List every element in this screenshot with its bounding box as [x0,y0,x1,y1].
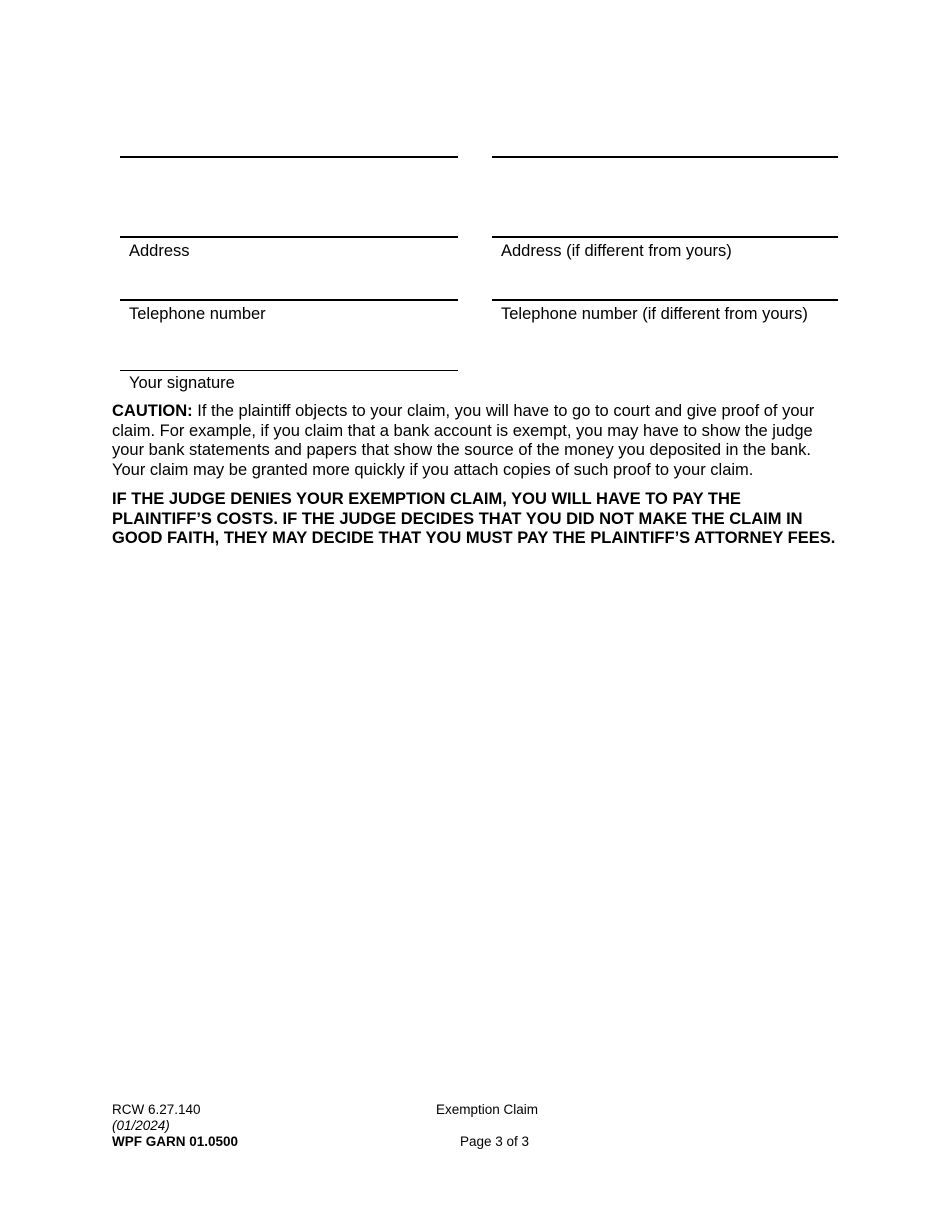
signature-line[interactable] [120,370,458,371]
right-telephone-label: Telephone number (if different from yours) [501,305,808,323]
warning-paragraph: IF THE JUDGE DENIES YOUR EXEMPTION CLAIM, YOU WILL HAVE TO PAY THE PLAINTIFF’S COSTS. IF THE JUDGE DECIDES THAT YOU DID NOT MAKE THE CLAIM IN GOOD FAITH, THEY MAY DECIDE THAT YOU MUST PAY THE PLAINTIFF’S ATTORNEY FEES. [112,490,836,548]
left-telephone-label: Telephone number [129,305,266,323]
footer-date: (01/2024) [112,1118,170,1133]
footer-form-number: WPF GARN 01.0500 [112,1134,239,1149]
caution-text: If the plaintiff objects to your claim, you will have to go to court and give proof of your claim. For example, if you claim that a bank account is exempt, you may have to show the judge your bank statements and papers that show the source of the money you deposited in the bank. Your claim may be granted more quickly if you attach copies of such proof to your claim. [112,402,815,480]
left-telephone-line[interactable] [120,299,458,301]
right-address-line[interactable] [492,236,838,238]
left-name-line[interactable] [120,156,458,158]
right-address-label: Address (if different from yours) [501,242,732,260]
footer-statute: RCW 6.27.140 [112,1102,201,1117]
footer-page-number: Page 3 of 3 [460,1134,530,1149]
caution-heading: CAUTION: [112,402,193,420]
caution-paragraph [112,402,842,481]
signature-label: Your signature [129,374,235,392]
footer-form-title: Exemption Claim [436,1102,539,1117]
right-name-line[interactable] [492,156,838,158]
left-address-line[interactable] [120,236,458,238]
left-address-label: Address [129,242,190,260]
right-telephone-line[interactable] [492,299,838,301]
